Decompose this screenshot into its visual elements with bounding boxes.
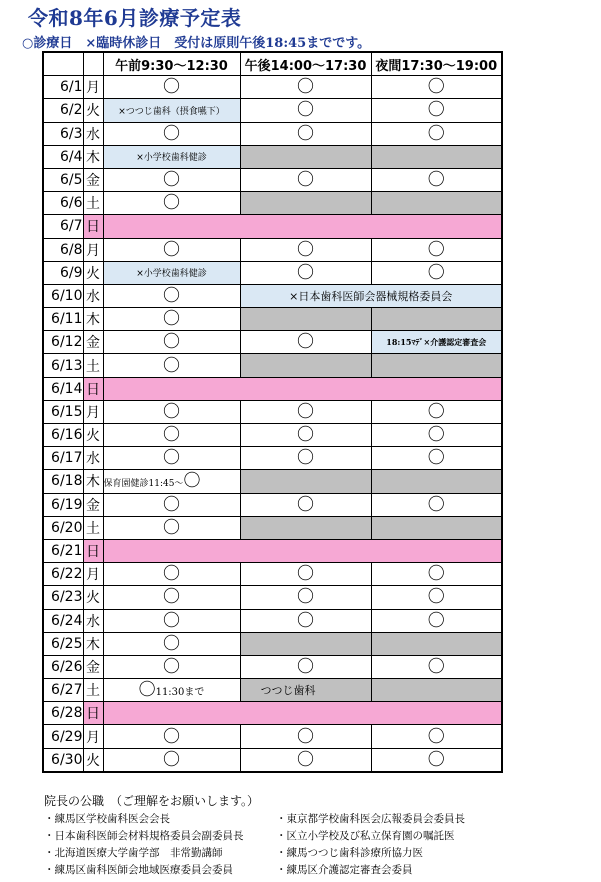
footer-item: ・練馬区学校歯科医会会長 [44, 813, 170, 825]
row-date: 6/5 [43, 168, 83, 191]
open-mark: 〇 [163, 564, 180, 585]
evening-cell [371, 99, 502, 122]
open-mark: 〇 [427, 100, 445, 121]
row-date: 6/7 [43, 215, 83, 238]
evening-closed [371, 632, 502, 655]
row-weekday: 金 [83, 168, 103, 191]
morning-cell [103, 679, 240, 702]
open-mark: 〇 [427, 610, 445, 631]
evening-cell [371, 261, 502, 284]
row-weekday: 火 [83, 99, 103, 122]
table-row [43, 192, 502, 215]
row-date: 6/2 [43, 99, 83, 122]
table-row [43, 145, 502, 168]
footer-item: ・東京都学校歯科医会広報委員会委員長 [276, 813, 465, 825]
open-mark: 〇 [163, 749, 180, 770]
schedule-table [42, 51, 503, 773]
evening-closed [371, 470, 502, 493]
open-mark: 〇 [163, 355, 180, 376]
row-date: 6/25 [43, 632, 83, 655]
footer-item: ・北海道医療大学歯学部 非常勤講師 [44, 847, 223, 859]
row-weekday: 金 [83, 493, 103, 516]
footer-heading: 院長の公職 （ご理解をお願いします。） [44, 794, 260, 808]
row-date: 6/14 [43, 377, 83, 400]
morning-cell [103, 609, 240, 632]
morning-cell [103, 447, 240, 470]
row-weekday: 日 [83, 702, 103, 725]
open-mark: 〇 [427, 564, 445, 585]
table-row [43, 238, 502, 261]
morning-cell [103, 424, 240, 447]
row-weekday: 土 [83, 354, 103, 377]
morning-cell [103, 308, 240, 331]
open-mark: 〇 [163, 425, 180, 446]
afternoon-cell [240, 168, 371, 191]
afternoon-cell [240, 400, 371, 423]
open-mark: 〇 [427, 77, 445, 98]
table-row [43, 99, 502, 122]
row-weekday: 水 [83, 447, 103, 470]
footer-item: ・練馬つつじ歯科診療所協力医 [276, 847, 423, 859]
afternoon-cell [240, 493, 371, 516]
row-date: 6/6 [43, 192, 83, 215]
afternoon-closed [240, 470, 371, 493]
afternoon-cell [240, 76, 371, 99]
open-mark: 〇 [427, 656, 445, 677]
morning-cell [103, 354, 240, 377]
evening-cell [371, 563, 502, 586]
table-row [43, 215, 502, 238]
evening-closed [371, 145, 502, 168]
afternoon-cell [240, 261, 371, 284]
open-mark: 〇 [138, 680, 156, 701]
morning-note-text: 保育園健診11:45～ [103, 478, 184, 489]
row-date: 6/9 [43, 261, 83, 284]
open-mark: 〇 [297, 494, 314, 515]
open-mark: 〇 [297, 749, 314, 770]
open-mark: 〇 [427, 239, 445, 260]
morning-cell [103, 168, 240, 191]
holiday-cell [103, 539, 502, 562]
row-date: 6/12 [43, 331, 83, 354]
row-date: 6/4 [43, 145, 83, 168]
afternoon-cell [240, 725, 371, 748]
open-mark: 〇 [163, 123, 180, 144]
morning-cell [103, 331, 240, 354]
afternoon-evening-note: ×日本歯科医師会器械規格委員会 [240, 284, 502, 307]
open-mark: 〇 [297, 262, 314, 283]
evening-closed [371, 679, 502, 702]
open-mark: 〇 [427, 170, 445, 191]
header-evening: 夜間17:30～19:00 [371, 52, 502, 76]
evening-cell [371, 76, 502, 99]
open-mark: 〇 [297, 77, 314, 98]
open-mark: 〇 [297, 726, 314, 747]
footer-item: ・区立小学校及び私立保育園の嘱託医 [276, 830, 455, 842]
morning-cell [103, 400, 240, 423]
evening-cell [371, 400, 502, 423]
afternoon-cell [240, 331, 371, 354]
row-date: 6/30 [43, 748, 83, 772]
footer-item: ・練馬区介護認定審査会委員 [276, 864, 413, 876]
open-mark: 〇 [297, 656, 314, 677]
row-date: 6/19 [43, 493, 83, 516]
open-mark: 〇 [297, 425, 314, 446]
table-row [43, 679, 502, 702]
row-weekday: 月 [83, 238, 103, 261]
row-date: 6/15 [43, 400, 83, 423]
row-weekday: 月 [83, 563, 103, 586]
open-mark: 〇 [163, 309, 180, 330]
morning-cell [103, 725, 240, 748]
morning-note: ×小学校歯科健診 [103, 145, 240, 168]
row-date: 6/3 [43, 122, 83, 145]
open-mark: 〇 [297, 448, 314, 469]
afternoon-closed [240, 354, 371, 377]
evening-cell [371, 725, 502, 748]
afternoon-closed [240, 516, 371, 539]
row-weekday: 火 [83, 424, 103, 447]
row-weekday: 火 [83, 586, 103, 609]
open-mark: 〇 [297, 239, 314, 260]
table-row [43, 609, 502, 632]
row-weekday: 日 [83, 539, 103, 562]
table-row [43, 563, 502, 586]
afternoon-cell [240, 99, 371, 122]
afternoon-cell [240, 122, 371, 145]
row-date: 6/24 [43, 609, 83, 632]
evening-cell [371, 168, 502, 191]
table-row [43, 702, 502, 725]
row-date: 6/1 [43, 76, 83, 99]
open-mark: 〇 [163, 401, 180, 422]
morning-cell [103, 192, 240, 215]
row-weekday: 木 [83, 470, 103, 493]
evening-cell [371, 609, 502, 632]
open-mark: 〇 [297, 564, 314, 585]
open-mark: 〇 [297, 100, 314, 121]
row-weekday: 木 [83, 632, 103, 655]
row-weekday: 月 [83, 400, 103, 423]
evening-cell [371, 424, 502, 447]
open-mark: 〇 [163, 610, 180, 631]
row-weekday: 月 [83, 725, 103, 748]
morning-cell [103, 516, 240, 539]
open-mark: 〇 [427, 749, 445, 770]
afternoon-cell [240, 609, 371, 632]
afternoon-closed: つつじ歯科 [240, 679, 371, 702]
morning-cell [103, 748, 240, 772]
table-row [43, 76, 502, 99]
row-date: 6/11 [43, 308, 83, 331]
footer-item: ・練馬区歯科医師会地域医療委員会委員 [44, 864, 233, 876]
table-row [43, 447, 502, 470]
morning-cell [103, 122, 240, 145]
open-mark: 〇 [163, 170, 180, 191]
open-mark: 〇 [427, 425, 445, 446]
open-mark: 〇 [427, 448, 445, 469]
open-mark: 〇 [427, 401, 445, 422]
open-mark: 〇 [297, 587, 314, 608]
open-mark: 〇 [183, 470, 201, 491]
open-mark: 〇 [427, 587, 445, 608]
afternoon-cell [240, 238, 371, 261]
table-row [43, 539, 502, 562]
table-row [43, 400, 502, 423]
open-mark: 〇 [163, 285, 180, 306]
row-date: 6/10 [43, 284, 83, 307]
evening-cell [371, 447, 502, 470]
table-row [43, 261, 502, 284]
row-date: 6/23 [43, 586, 83, 609]
table-row [43, 516, 502, 539]
table-row [43, 632, 502, 655]
open-mark: 〇 [297, 332, 314, 353]
row-weekday: 土 [83, 192, 103, 215]
row-date: 6/29 [43, 725, 83, 748]
header-row [43, 52, 502, 76]
morning-cell [103, 632, 240, 655]
header-afternoon: 午後14:00～17:30 [240, 52, 371, 76]
row-weekday: 月 [83, 76, 103, 99]
footer-notes [44, 792, 594, 877]
header-dow [83, 52, 103, 76]
morning-cell [103, 655, 240, 678]
row-weekday: 日 [83, 215, 103, 238]
afternoon-cell [240, 424, 371, 447]
evening-cell [371, 655, 502, 678]
evening-cell [371, 586, 502, 609]
row-weekday: 土 [83, 516, 103, 539]
table-row [43, 725, 502, 748]
afternoon-cell [240, 655, 371, 678]
row-date: 6/22 [43, 563, 83, 586]
row-date: 6/27 [43, 679, 83, 702]
page-subtitle: ○診療日 ×臨時休診日 受付は原則午後18:45までです。 [22, 36, 371, 51]
row-weekday: 木 [83, 145, 103, 168]
table-row [43, 655, 502, 678]
morning-cell [103, 470, 240, 493]
open-mark: 〇 [163, 633, 180, 654]
open-mark: 〇 [297, 401, 314, 422]
open-mark: 〇 [163, 726, 180, 747]
row-date: 6/20 [43, 516, 83, 539]
row-weekday: 火 [83, 261, 103, 284]
morning-note: ×小学校歯科健診 [103, 261, 240, 284]
open-mark: 〇 [297, 123, 314, 144]
evening-cell [371, 122, 502, 145]
open-mark: 〇 [163, 517, 180, 538]
afternoon-closed [240, 145, 371, 168]
table-row [43, 331, 502, 354]
open-mark: 〇 [427, 726, 445, 747]
open-mark: 〇 [427, 262, 445, 283]
holiday-cell [103, 377, 502, 400]
evening-cell [371, 748, 502, 772]
row-weekday: 水 [83, 609, 103, 632]
open-mark: 〇 [163, 494, 180, 515]
evening-closed [371, 308, 502, 331]
table-row [43, 586, 502, 609]
afternoon-closed [240, 192, 371, 215]
evening-cell [371, 238, 502, 261]
table-row [43, 168, 502, 191]
open-mark: 〇 [427, 123, 445, 144]
open-mark: 〇 [163, 77, 180, 98]
morning-cell [103, 238, 240, 261]
header-morning: 午前9:30～12:30 [103, 52, 240, 76]
row-date: 6/16 [43, 424, 83, 447]
table-row [43, 493, 502, 516]
open-mark: 〇 [427, 494, 445, 515]
morning-cell [103, 586, 240, 609]
morning-cell [103, 284, 240, 307]
holiday-cell [103, 702, 502, 725]
afternoon-cell [240, 586, 371, 609]
table-row [43, 424, 502, 447]
open-mark: 〇 [163, 193, 180, 214]
morning-cell [103, 563, 240, 586]
row-date: 6/8 [43, 238, 83, 261]
afternoon-closed [240, 632, 371, 655]
afternoon-cell [240, 748, 371, 772]
row-weekday: 日 [83, 377, 103, 400]
evening-closed [371, 192, 502, 215]
row-date: 6/26 [43, 655, 83, 678]
evening-cell [371, 493, 502, 516]
page-title: 令和8年6月診療予定表 [28, 6, 242, 30]
footer-item: ・日本歯科医師会材料規格委員会副委員長 [44, 830, 244, 842]
row-weekday: 水 [83, 122, 103, 145]
row-weekday: 土 [83, 679, 103, 702]
table-row [43, 377, 502, 400]
row-date: 6/13 [43, 354, 83, 377]
open-mark: 〇 [163, 656, 180, 677]
table-row [43, 354, 502, 377]
table-row [43, 284, 502, 307]
table-row [43, 122, 502, 145]
table-row [43, 748, 502, 772]
open-mark: 〇 [163, 587, 180, 608]
afternoon-closed [240, 308, 371, 331]
morning-note: ×つつじ歯科（摂食嚥下） [103, 99, 240, 122]
table-row [43, 308, 502, 331]
evening-closed [371, 354, 502, 377]
row-date: 6/21 [43, 539, 83, 562]
row-weekday: 木 [83, 308, 103, 331]
afternoon-cell [240, 563, 371, 586]
table-row [43, 470, 502, 493]
row-date: 6/28 [43, 702, 83, 725]
afternoon-cell [240, 447, 371, 470]
row-weekday: 水 [83, 284, 103, 307]
open-mark: 〇 [163, 448, 180, 469]
row-weekday: 金 [83, 331, 103, 354]
row-date: 6/17 [43, 447, 83, 470]
header-date [43, 52, 83, 76]
open-mark: 〇 [163, 332, 180, 353]
morning-cell [103, 493, 240, 516]
open-mark: 〇 [163, 239, 180, 260]
open-mark: 〇 [297, 610, 314, 631]
footer-list [44, 811, 594, 877]
evening-closed [371, 516, 502, 539]
morning-suffix: 11:30まで [155, 687, 205, 699]
row-date: 6/18 [43, 470, 83, 493]
open-mark: 〇 [297, 170, 314, 191]
row-weekday: 金 [83, 655, 103, 678]
holiday-cell [103, 215, 502, 238]
row-weekday: 火 [83, 748, 103, 772]
evening-note: 18:15ﾏﾃﾞ×介護認定審査会 [371, 331, 502, 354]
morning-cell [103, 76, 240, 99]
